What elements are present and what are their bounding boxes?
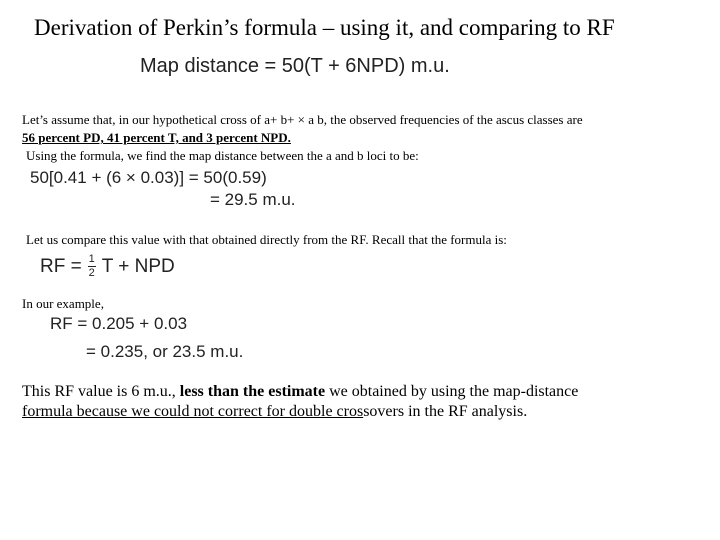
conclusion-part5: sovers in the RF analysis.: [363, 403, 528, 420]
fraction-denominator: 2: [88, 267, 95, 279]
conclusion-part1: This RF value is 6 m.u.,: [22, 383, 180, 400]
fraction-numerator: 1: [88, 253, 95, 265]
slide-title: Derivation of Perkin’s formula – using it, and comparing to RF: [34, 15, 615, 40]
conclusion-emphasis: less than the estimate: [179, 383, 326, 400]
rf-formula: [40, 254, 175, 279]
map-distance-formula: Map distance = 50(T + 6NPD) m.u.: [140, 55, 450, 77]
conclusion-underlined: formula because we could not correct for double cros: [22, 403, 364, 420]
equation-map-distance-step1: 50[0.41 + (6 × 0.03)] = 50(0.59): [30, 168, 267, 187]
rf-formula-fraction: [88, 254, 96, 279]
paragraph-example: In our example,: [22, 296, 104, 311]
paragraph-assumption: Let’s assume that, in our hypothetical cross of a+ b+ × a b, the observed frequencies of the ascus classes are: [22, 112, 583, 127]
equation-rf-step1: RF = 0.205 + 0.03: [50, 314, 188, 333]
rf-formula-rhs: T + NPD: [101, 255, 175, 277]
equation-map-distance-step2: = 29.5 m.u.: [210, 190, 296, 209]
equation-rf-step2: = 0.235, or 23.5 m.u.: [86, 342, 244, 361]
paragraph-compare: Let us compare this value with that obtained directly from the RF. Recall that the formula is:: [26, 232, 507, 247]
conclusion-paragraph: [22, 382, 622, 422]
conclusion-part3: we obtained by using the map-distance: [325, 383, 579, 400]
rf-formula-lhs: RF =: [40, 255, 82, 277]
paragraph-frequencies: 56 percent PD, 41 percent T, and 3 percent NPD.: [22, 130, 291, 145]
paragraph-using-formula: Using the formula, we find the map distance between the a and b loci to be:: [26, 148, 419, 163]
